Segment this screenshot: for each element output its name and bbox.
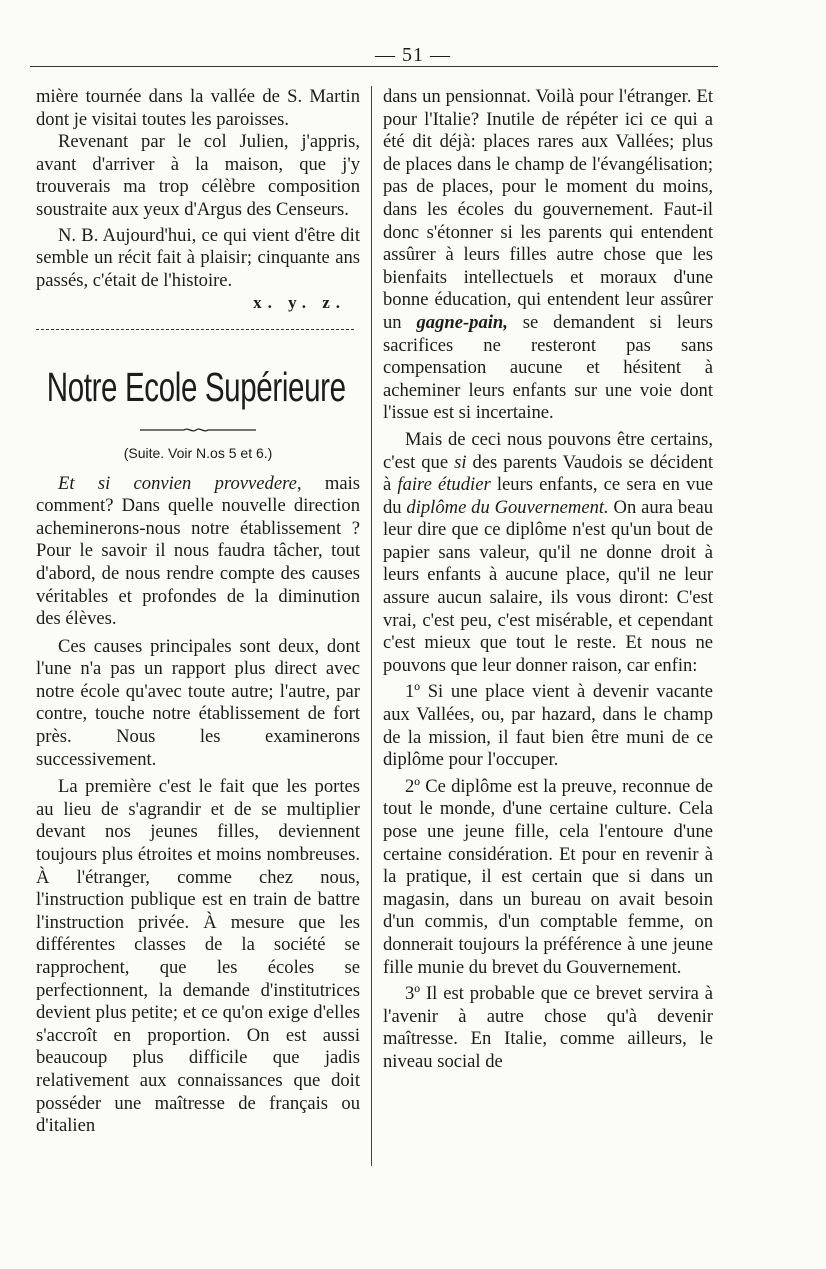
- paragraph-text: dans un pensionnat. Voilà pour l'étranger. Et pour l'Italie? Inutile de répéter ici ce qui a été dit déjà: places rares aux Vallées; plus de places dans le champ de l'évangélisation; pas de places, pour le moment du moins, dans les écoles du gouvernement. Faut-il donc s'étonner si les parents qui entendent assûrer à leurs filles autre chose que les bienfaits intellectuels et moraux d'une bonne éducation, qui entendent leur assûrer un: [383, 86, 713, 333]
- numbered-point: 2º Ce diplôme est la preuve, reconnue de tout le monde, d'une certaine culture. Cela pose une jeune fille, cela l'entoure d'une certaine considération. Et pour en revenir à la pratique, il est certain que si dans un magasin, dans un bureau on avait besoin d'un commis, d'un comptable femme, on donnerait toujours la préférence à une jeune fille munie du brevet du Gouvernement.: [383, 775, 713, 978]
- paragraph-text: des parents Vaudois se décident à: [383, 451, 713, 496]
- paragraph: [383, 429, 713, 678]
- paragraph-text: Mais de ceci nous pouvons être certains, c'est que: [383, 428, 713, 473]
- column-divider: [371, 86, 372, 1166]
- right-column: [383, 86, 713, 1074]
- continuation-note: (Suite. Voir N.os 5 et 6.): [123, 444, 273, 461]
- paragraph: [383, 86, 713, 425]
- paragraph: [36, 473, 360, 631]
- paragraph: Revenant par le col Julien, j'appris, avant d'arriver à la maison, que j'y trouverais ma trop célèbre composition soustraite aux yeux d'Argus des Censeurs.: [36, 131, 360, 220]
- paragraph: mière tournée dans la vallée de S. Martin dont je visitai toutes les paroisses.: [36, 86, 360, 130]
- left-column: [36, 86, 360, 1138]
- paragraph: La première c'est le fait que les portes au lieu de s'agrandir et de se multiplier devant nos jeunes filles, deviennent toujours plus étroites et moins nombreuses. À l'étranger, comme chez nous, l'instruction publique est en train de battre l'instruction privée. À mesure que les différentes classes de la société se rapprochent, que les écoles se perfectionnent, la demande d'institutrices devient plus petite; et ce qu'on exige d'elles s'accroît en proportion. On est aussi beaucoup plus difficile que jadis relativement aux connaissances que doit posséder une maîtresse de français ou d'italien: [36, 776, 360, 1137]
- emphasis: si: [454, 451, 467, 473]
- emphasis: faire étudier: [397, 474, 491, 496]
- paragraph-text: On aura beau leur dire que ce diplôme n'est qu'un bout de papier sans valeur, qu'il ne donne droit à leurs enfants à aucune place, qu'il ne leur assure aucun salaire, ils vous diront: C'est vrai, c'est peu, c'est misérable, et cependant c'est mieux que tout le reste. Et nous ne pouvons que leur donner raison, car enfin:: [383, 496, 713, 676]
- paragraph-text: leurs enfants, ce sera en vue du: [383, 474, 713, 518]
- italian-quote: Et si convien provvedere,: [58, 472, 302, 494]
- numbered-point: 3º Il est probable que ce brevet servira à l'avenir à autre chose qu'à devenir maîtresse. En Italie, comme ailleurs, le niveau social de: [383, 983, 713, 1072]
- header-rule: [30, 66, 718, 67]
- article-heading: Notre Ecole Supérieure: [46, 363, 346, 410]
- swash-ornament-icon: [138, 426, 258, 434]
- paragraph-text: se demandent si leurs sacrifices ne resteront pas sans compensation aucune et hésitent à acheminer leurs enfants sur une voie dont l'issue est si incertaine.: [383, 311, 713, 424]
- page-number: — 51 —: [375, 44, 451, 66]
- signature: x. y. z.: [253, 293, 346, 313]
- ornamental-rule: [36, 329, 354, 340]
- numbered-point: 1º Si une place vient à devenir vacante aux Vallées, ou, par hazard, dans le champ de la mission, il faut bien être muni de ce diplôme pour l'occuper.: [383, 681, 713, 771]
- paragraph: Ces causes principales sont deux, dont l'une n'a pas un rapport plus direct avec notre école qu'avec toute autre; l'autre, par contre, touche notre établissement de fort près. Nous les examinerons successivement.: [36, 635, 360, 770]
- emphasis: gagne-pain,: [416, 311, 508, 333]
- emphasis: diplôme du Gouvernement.: [406, 496, 609, 518]
- nota-bene: N. B. Aujourd'hui, ce qui vient d'être dit semble un récit fait à plaisir; cinquante ans passés, c'était de l'histoire.: [36, 224, 360, 291]
- paragraph-text: mais comment? Dans quelle nouvelle direction acheminerons-nous notre établissement ? Pour le savoir il nous faudra tâcher, tout d'abord, de nous rendre compte des causes véritables et profondes de la diminution des élèves.: [36, 472, 360, 630]
